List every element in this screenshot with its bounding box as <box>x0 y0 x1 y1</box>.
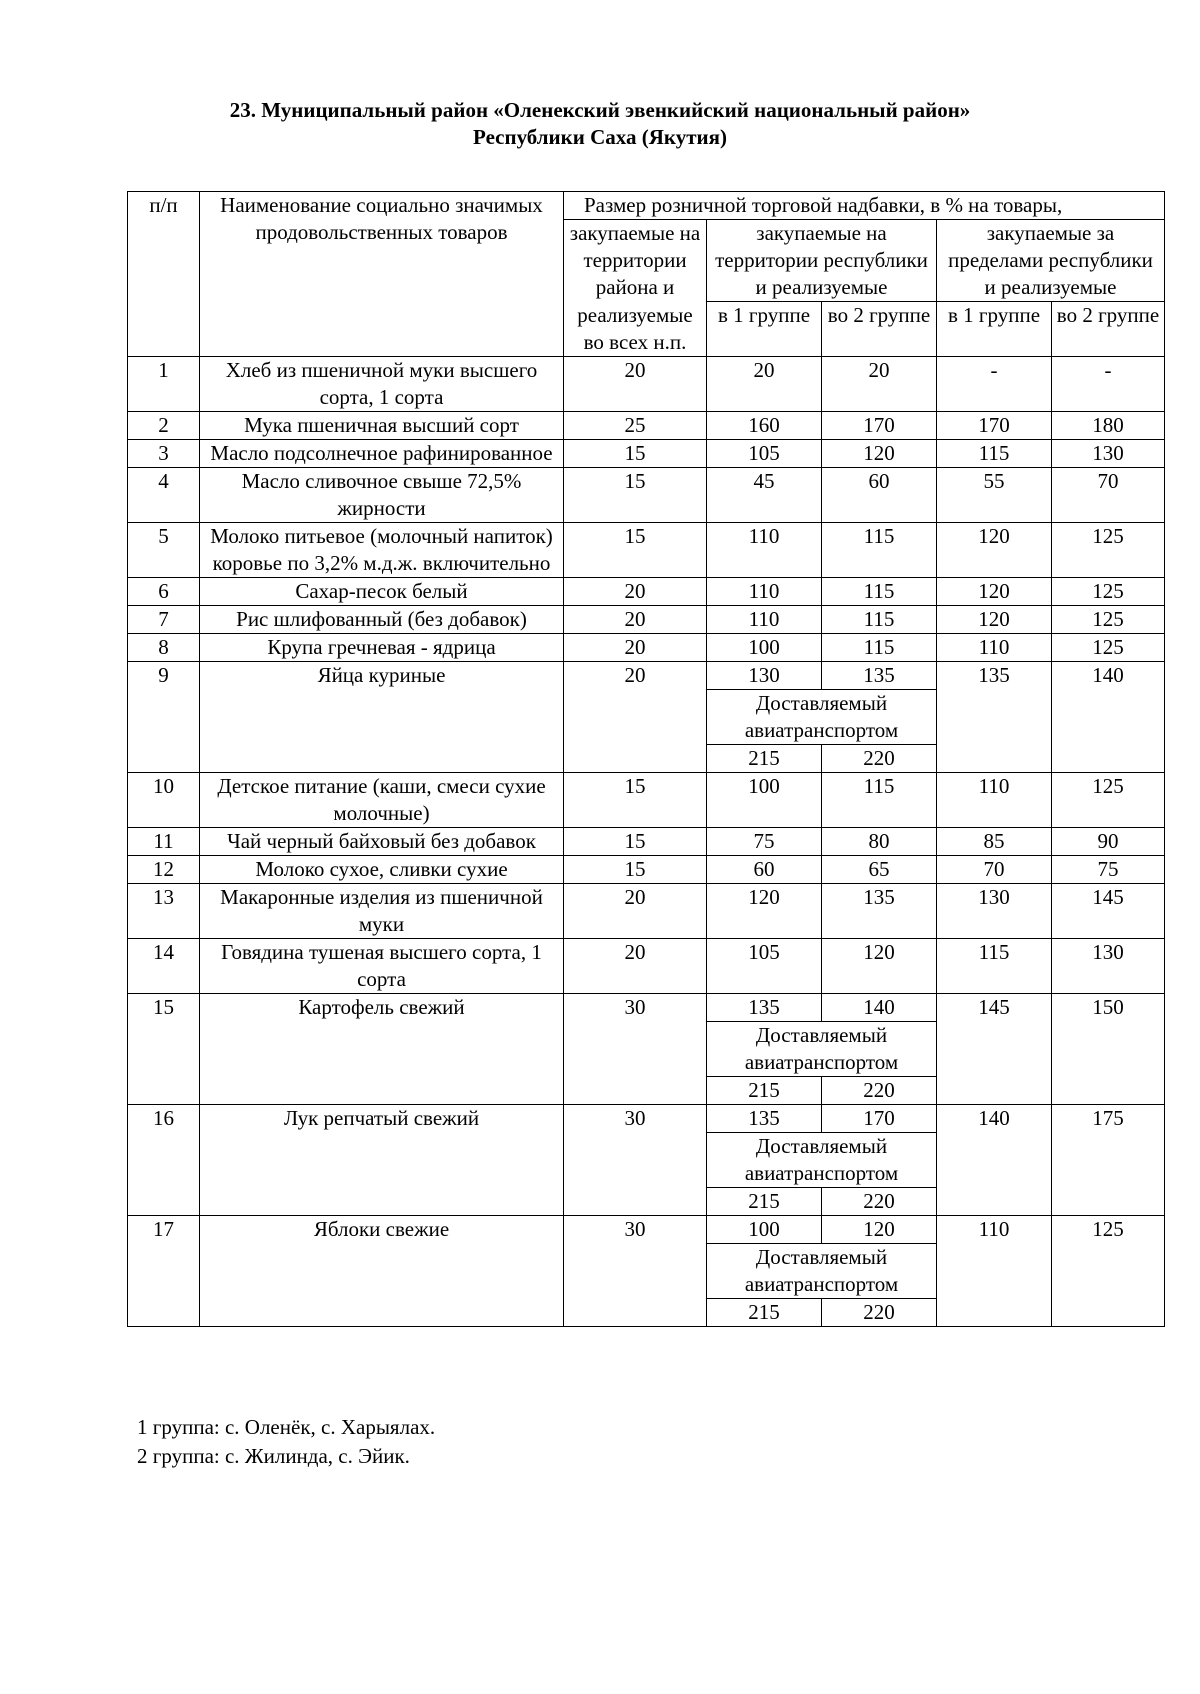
table-row <box>128 661 1165 689</box>
row-rep-group2: 60 <box>822 467 937 522</box>
row-out-group1: 135 <box>937 661 1052 772</box>
header-district-a: закупаемые на территории района и <box>564 220 707 302</box>
row-district: 15 <box>564 855 707 883</box>
row-out-group1: 110 <box>937 1215 1052 1326</box>
row-rep-group1: 135 <box>707 993 822 1021</box>
row-district: 20 <box>564 356 707 411</box>
row-delivery-label: Доставляемый авиатранспортом <box>707 1243 937 1298</box>
table-row <box>128 1215 1165 1243</box>
table-row <box>128 1104 1165 1132</box>
row-num: 2 <box>128 411 200 439</box>
row-out-group1: 110 <box>937 772 1052 827</box>
row-district: 20 <box>564 605 707 633</box>
row-rep-group2: 140 <box>822 993 937 1021</box>
row-out-group2: 150 <box>1052 993 1165 1104</box>
row-num: 5 <box>128 522 200 577</box>
header-out-group1: в 1 группе <box>937 302 1052 357</box>
row-out-group2: 125 <box>1052 772 1165 827</box>
row-delivery-label: Доставляемый авиатранспортом <box>707 689 937 744</box>
table-row <box>128 411 1165 439</box>
row-num: 11 <box>128 827 200 855</box>
row-name: Макаронные изделия из пшеничной муки <box>200 883 564 938</box>
table-row <box>128 827 1165 855</box>
row-rep-group2: 170 <box>822 411 937 439</box>
row-rep-group2: 115 <box>822 772 937 827</box>
table-row <box>128 883 1165 938</box>
table-row <box>128 938 1165 993</box>
header-republic: закупаемые на территории республики и реализуемые <box>707 220 937 302</box>
row-rep-group1: 130 <box>707 661 822 689</box>
row-name: Рис шлифованный (без добавок) <box>200 605 564 633</box>
row-name: Лук репчатый свежий <box>200 1104 564 1215</box>
row-name: Молоко сухое, сливки сухие <box>200 855 564 883</box>
row-name: Яблоки свежие <box>200 1215 564 1326</box>
row-rep-group2: 120 <box>822 1215 937 1243</box>
table-row <box>128 772 1165 827</box>
row-name: Молоко питьевое (молочный напиток) коровье по 3,2% м.д.ж. включительно <box>200 522 564 577</box>
row-district: 15 <box>564 772 707 827</box>
row-out-group2: 75 <box>1052 855 1165 883</box>
row-name: Чай черный байховый без добавок <box>200 827 564 855</box>
table-row <box>128 993 1165 1021</box>
row-rep-group1: 60 <box>707 855 822 883</box>
row-out-group1: 115 <box>937 938 1052 993</box>
row-out-group1: 70 <box>937 855 1052 883</box>
row-air-group1: 215 <box>707 744 822 772</box>
row-rep-group2: 65 <box>822 855 937 883</box>
row-air-group2: 220 <box>822 1298 937 1326</box>
row-name: Яйца куриные <box>200 661 564 772</box>
row-num: 10 <box>128 772 200 827</box>
row-rep-group1: 160 <box>707 411 822 439</box>
row-name: Сахар-песок белый <box>200 577 564 605</box>
row-out-group2: 145 <box>1052 883 1165 938</box>
row-num: 9 <box>128 661 200 772</box>
row-delivery-label: Доставляемый авиатранспортом <box>707 1021 937 1076</box>
header-rep-group1: в 1 группе <box>707 302 822 357</box>
row-rep-group1: 45 <box>707 467 822 522</box>
row-out-group1: 85 <box>937 827 1052 855</box>
row-num: 4 <box>128 467 200 522</box>
row-num: 16 <box>128 1104 200 1215</box>
row-delivery-label: Доставляемый авиатранспортом <box>707 1132 937 1187</box>
row-out-group1: 55 <box>937 467 1052 522</box>
row-rep-group1: 105 <box>707 938 822 993</box>
row-num: 6 <box>128 577 200 605</box>
row-rep-group2: 135 <box>822 661 937 689</box>
row-out-group2: 130 <box>1052 439 1165 467</box>
row-district: 30 <box>564 1215 707 1326</box>
row-air-group2: 220 <box>822 1076 937 1104</box>
table-row <box>128 605 1165 633</box>
footnote-group2: 2 группа: с. Жилинда, с. Эйик. <box>137 1444 410 1468</box>
row-out-group2: - <box>1052 356 1165 411</box>
row-out-group1: 120 <box>937 522 1052 577</box>
row-out-group2: 130 <box>1052 938 1165 993</box>
row-out-group1: 110 <box>937 633 1052 661</box>
row-district: 15 <box>564 467 707 522</box>
header-outside: закупаемые за пределами республики и реализуемые <box>937 220 1165 302</box>
row-out-group2: 125 <box>1052 577 1165 605</box>
table-row <box>128 633 1165 661</box>
markup-table <box>127 191 1165 1327</box>
header-out-group2: во 2 группе <box>1052 302 1165 357</box>
row-district: 20 <box>564 661 707 772</box>
row-out-group1: 115 <box>937 439 1052 467</box>
row-num: 13 <box>128 883 200 938</box>
row-air-group2: 220 <box>822 1187 937 1215</box>
row-district: 20 <box>564 883 707 938</box>
row-out-group2: 125 <box>1052 1215 1165 1326</box>
row-rep-group1: 110 <box>707 577 822 605</box>
row-num: 8 <box>128 633 200 661</box>
table-row <box>128 577 1165 605</box>
row-district: 15 <box>564 439 707 467</box>
row-rep-group2: 115 <box>822 605 937 633</box>
table-row <box>128 855 1165 883</box>
row-out-group1: 120 <box>937 605 1052 633</box>
header-district-b: реализуемые во всех н.п. <box>564 302 707 357</box>
row-out-group2: 175 <box>1052 1104 1165 1215</box>
table-row <box>128 356 1165 411</box>
row-num: 1 <box>128 356 200 411</box>
row-rep-group1: 100 <box>707 1215 822 1243</box>
row-name: Крупа гречневая - ядрица <box>200 633 564 661</box>
header-rep-group2: во 2 группе <box>822 302 937 357</box>
row-air-group2: 220 <box>822 744 937 772</box>
row-out-group1: 120 <box>937 577 1052 605</box>
row-out-group1: - <box>937 356 1052 411</box>
row-name: Хлеб из пшеничной муки высшего сорта, 1 сорта <box>200 356 564 411</box>
row-out-group2: 125 <box>1052 605 1165 633</box>
row-air-group1: 215 <box>707 1076 822 1104</box>
row-name: Детское питание (каши, смеси сухие молочные) <box>200 772 564 827</box>
row-rep-group2: 120 <box>822 938 937 993</box>
row-out-group2: 140 <box>1052 661 1165 772</box>
row-rep-group1: 100 <box>707 633 822 661</box>
row-district: 30 <box>564 993 707 1104</box>
footnote-group1: 1 группа: с. Оленёк, с. Харыялах. <box>137 1415 436 1439</box>
header-num: п/п <box>128 192 200 357</box>
row-rep-group2: 20 <box>822 356 937 411</box>
row-rep-group1: 100 <box>707 772 822 827</box>
row-name: Мука пшеничная высший сорт <box>200 411 564 439</box>
row-district: 30 <box>564 1104 707 1215</box>
row-out-group1: 130 <box>937 883 1052 938</box>
row-district: 20 <box>564 633 707 661</box>
row-name: Масло подсолнечное рафинированное <box>200 439 564 467</box>
row-district: 20 <box>564 938 707 993</box>
table-row <box>128 522 1165 577</box>
row-name: Масло сливочное свыше 72,5% жирности <box>200 467 564 522</box>
row-rep-group2: 115 <box>822 577 937 605</box>
header-markup: Размер розничной торговой надбавки, в % на товары, <box>564 192 1165 220</box>
row-rep-group2: 115 <box>822 522 937 577</box>
row-num: 14 <box>128 938 200 993</box>
row-num: 12 <box>128 855 200 883</box>
row-rep-group1: 110 <box>707 522 822 577</box>
row-name: Картофель свежий <box>200 993 564 1104</box>
row-air-group1: 215 <box>707 1298 822 1326</box>
row-rep-group2: 135 <box>822 883 937 938</box>
row-out-group1: 140 <box>937 1104 1052 1215</box>
table-row <box>128 439 1165 467</box>
row-rep-group1: 120 <box>707 883 822 938</box>
row-out-group1: 170 <box>937 411 1052 439</box>
row-district: 15 <box>564 522 707 577</box>
row-num: 3 <box>128 439 200 467</box>
row-rep-group1: 20 <box>707 356 822 411</box>
row-rep-group1: 110 <box>707 605 822 633</box>
row-out-group2: 125 <box>1052 633 1165 661</box>
row-rep-group1: 135 <box>707 1104 822 1132</box>
header-name: Наименование социально значимых продовольственных товаров <box>200 192 564 357</box>
row-rep-group1: 105 <box>707 439 822 467</box>
row-air-group1: 215 <box>707 1187 822 1215</box>
document-subtitle: Республики Саха (Якутия) <box>473 125 727 149</box>
row-district: 15 <box>564 827 707 855</box>
row-rep-group2: 120 <box>822 439 937 467</box>
row-rep-group2: 80 <box>822 827 937 855</box>
row-district: 25 <box>564 411 707 439</box>
row-out-group2: 125 <box>1052 522 1165 577</box>
row-name: Говядина тушеная высшего сорта, 1 сорта <box>200 938 564 993</box>
row-out-group2: 70 <box>1052 467 1165 522</box>
document-title: 23. Муниципальный район «Оленекский эвенкийский национальный район» <box>229 98 971 122</box>
row-out-group2: 90 <box>1052 827 1165 855</box>
row-out-group2: 180 <box>1052 411 1165 439</box>
row-district: 20 <box>564 577 707 605</box>
row-num: 15 <box>128 993 200 1104</box>
row-num: 17 <box>128 1215 200 1326</box>
table-row <box>128 467 1165 522</box>
row-num: 7 <box>128 605 200 633</box>
row-rep-group2: 170 <box>822 1104 937 1132</box>
row-out-group1: 145 <box>937 993 1052 1104</box>
row-rep-group1: 75 <box>707 827 822 855</box>
row-rep-group2: 115 <box>822 633 937 661</box>
